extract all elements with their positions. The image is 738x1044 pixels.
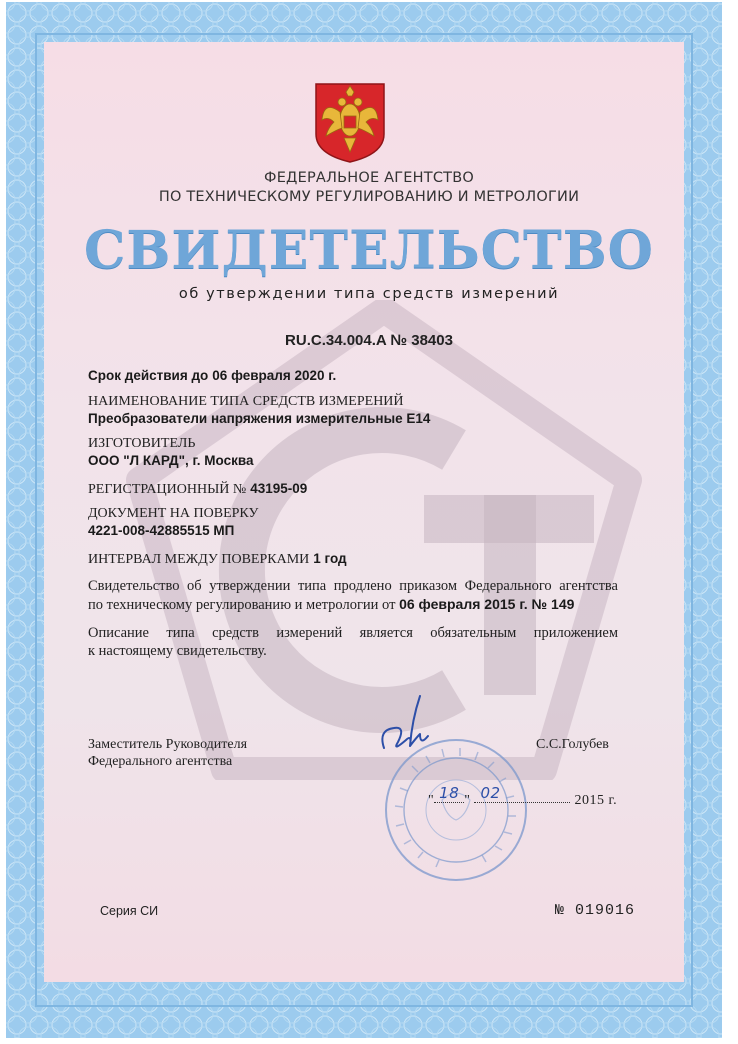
description-line1: Описание типа средств измерений является обязательным приложением [88,625,618,641]
description-line2: к настоящему свидетельству. [88,643,267,659]
extension-line1: Свидетельство об утверждении типа продлено приказом Федерального агентства [88,578,618,594]
registry-label: РЕГИСТРАЦИОННЫЙ № [88,482,247,497]
extension-order: 06 февраля 2015 г. № 149 [399,596,575,612]
signatory-position-line2: Федерального агентства [88,754,233,769]
interval-row [88,550,347,568]
validity-row [88,367,336,385]
maker-value: ООО "Л КАРД", г. Москва [88,453,254,468]
maker-label: ИЗГОТОВИТЕЛЬ [88,436,196,451]
russian-coat-of-arms-icon [314,82,386,164]
form-series: Серия СИ [100,904,159,918]
signatory-name: С.С.Голубев [536,737,609,752]
type-value: Преобразователи напряжения измерительные Е14 [88,411,431,426]
certificate-subtitle: об утверждении типа средств измерений [178,286,560,302]
interval-value: 1 год [313,551,347,566]
validity-date: 06 февраля 2020 г. [212,368,337,383]
interval-label: ИНТЕРВАЛ МЕЖДУ ПОВЕРКАМИ [88,552,310,567]
certificate-title: СВИДЕТЕЛЬСТВО [84,220,654,281]
date-month: 02 [474,784,570,803]
signing-date: " 18 " 02 2015 г. [428,784,618,808]
date-year: 2015 г. [574,793,618,808]
extension-line2 [88,595,618,614]
certificate-number: RU.C.34.004.A № 38403 [285,332,453,349]
type-label: НАИМЕНОВАНИЕ ТИПА СРЕДСТВ ИЗМЕРЕНИЙ [88,394,404,409]
verification-doc-label: ДОКУМЕНТ НА ПОВЕРКУ [88,506,259,521]
agency-name-line2: ПО ТЕХНИЧЕСКОМУ РЕГУЛИРОВАНИЮ И МЕТРОЛОГИИ [158,189,580,205]
date-day: 18 [434,784,464,803]
handwritten-signature [376,690,436,760]
validity-label: Срок действия до [88,368,209,383]
form-serial-number: № 019016 [555,902,636,919]
extension-line2-prefix: по техническому регулированию и метрологии от [88,597,396,613]
verification-doc-value: 4221-008-42885515 МП [88,523,235,538]
signatory-position-line1: Заместитель Руководителя [88,737,248,752]
agency-name-line1: ФЕДЕРАЛЬНОЕ АГЕНТСТВО [264,170,474,186]
registry-row [88,480,307,498]
registry-value: 43195-09 [250,481,308,496]
